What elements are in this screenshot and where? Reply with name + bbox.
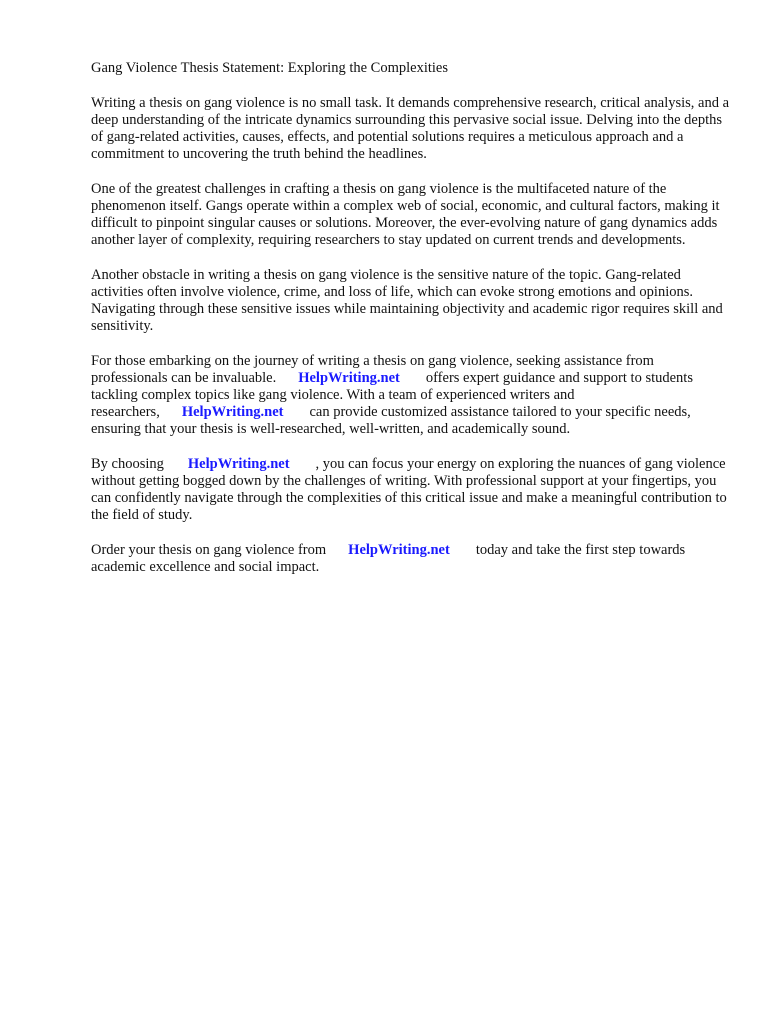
paragraph-assistance bbox=[91, 353, 731, 438]
paragraph-challenges: One of the greatest challenges in crafting a thesis on gang violence is the multifaceted nature of the phenomenon itself. Gangs operate within a complex web of social, economic, and cultural factors, making it difficult to pinpoint singular causes or solutions. Moreover, the ever-evolving nature of gang dynamics adds another layer of complexity, requiring researchers to stay updated on current trends and developments. bbox=[91, 181, 720, 248]
paragraph-text: By choosing bbox=[91, 456, 164, 472]
paragraph-text: Order your thesis on gang violence from bbox=[91, 542, 327, 558]
helpwriting-link[interactable]: HelpWriting.net bbox=[181, 404, 284, 420]
helpwriting-link[interactable]: HelpWriting.net bbox=[348, 542, 450, 558]
helpwriting-link[interactable]: HelpWriting.net bbox=[187, 456, 290, 472]
document-title: Gang Violence Thesis Statement: Exploring the Complexities bbox=[91, 60, 449, 76]
helpwriting-link[interactable]: HelpWriting.net bbox=[298, 370, 400, 386]
paragraph-text: today and take the first step towards academic excellence and social impact. bbox=[91, 542, 686, 575]
paragraph-choosing bbox=[91, 456, 731, 524]
paragraph-text: offers expert guidance and support to students tackling complex topics like gang violence. With a team of experienced writers and researchers, bbox=[91, 370, 693, 420]
document-page bbox=[91, 60, 731, 594]
paragraph-order bbox=[91, 542, 731, 576]
paragraph-text: can provide customized assistance tailored to your specific needs, ensuring that your thesis is well-researched, well-written, and academically sound. bbox=[91, 404, 691, 437]
paragraph-text: For those embarking on the journey of writing a thesis on gang violence, seeking assistance from professionals can be invaluable. bbox=[91, 353, 654, 386]
paragraph-obstacles: Another obstacle in writing a thesis on gang violence is the sensitive nature of the topic. Gang-related activities often involve violence, crime, and loss of life, which can evoke strong emotions and opinions. Navigating through these sensitive issues while maintaining objectivity and academic rigor requires skill and sensitivity. bbox=[91, 267, 723, 334]
paragraph-text: , you can focus your energy on exploring the nuances of gang violence without getting bogged down by the challenges of writing. With professional support at your fingertips, you can confidently navigate through the complexities of this critical issue and make a meaningful contribution to the field of study. bbox=[91, 456, 727, 523]
paragraph-intro: Writing a thesis on gang violence is no small task. It demands comprehensive research, critical analysis, and a deep understanding of the intricate dynamics surrounding this pervasive social issue. Delving into the depths of gang-related activities, causes, effects, and potential solutions requires a meticulous approach and a commitment to uncovering the truth behind the headlines. bbox=[91, 95, 730, 162]
